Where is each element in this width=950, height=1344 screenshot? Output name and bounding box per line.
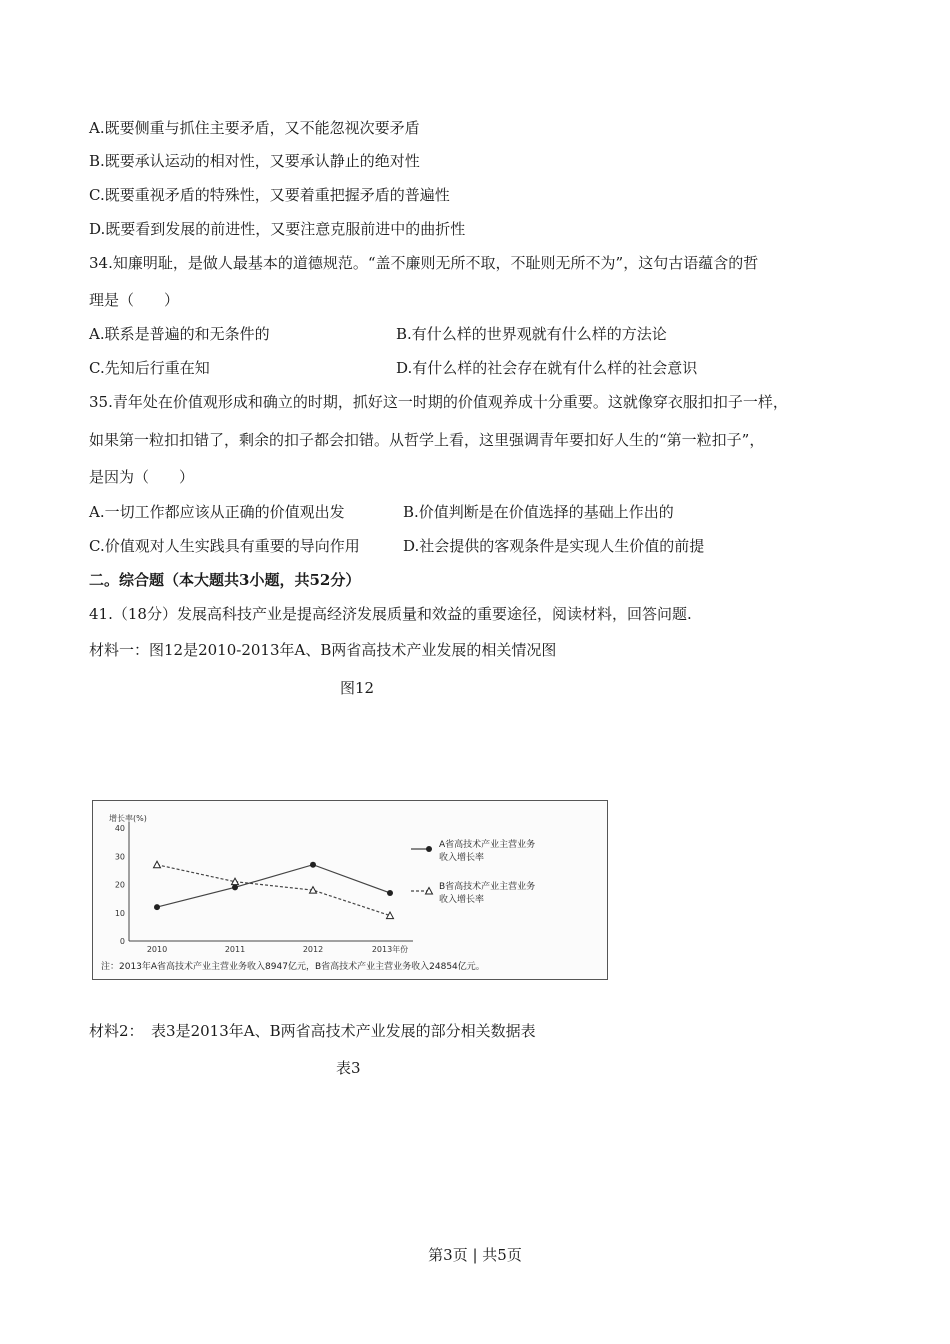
q35-option-b: B.价值判断是在价值选择的基础上作出的 [403, 503, 674, 521]
q41-material-2: 材料2： 表3是2013年A、B两省高技术产业发展的部分相关数据表 [89, 1022, 536, 1040]
data-point [232, 884, 238, 890]
q35-option-d: D.社会提供的客观条件是实现人生价值的前提 [403, 537, 705, 555]
q35-options-row1 [89, 502, 674, 522]
legend-label: 收入增长率 [439, 853, 485, 863]
data-point [154, 904, 160, 910]
section-2-heading: 二。综合题（本大题共3小题，共52分） [89, 571, 361, 589]
q34-options-row1 [89, 324, 667, 344]
x-tick-label: 2012 [302, 945, 324, 954]
q35-options-row2 [89, 536, 705, 556]
figure-caption: 图12 [340, 679, 375, 697]
y-tick-label: 0 [119, 937, 125, 946]
q41-stem: 41.（18分）发展高科技产业是提高经济发展质量和效益的重要途径，阅读材料，回答问题. [89, 605, 692, 623]
q35-stem-line3: 是因为（ ） [89, 468, 195, 486]
table-caption: 表3 [336, 1059, 361, 1077]
page-footer: 第3页 | 共5页 [428, 1246, 522, 1264]
data-point [310, 862, 316, 868]
x-tick-label: 2011 [224, 945, 246, 954]
data-point [154, 861, 161, 868]
q34-stem-line1: 34.知廉明耻，是做人最基本的道德规范。“盖不廉则无所不取，不耻则无所不为”，这句古语蕴含的哲 [89, 254, 759, 272]
data-point [387, 890, 393, 896]
y-tick-label: 30 [114, 852, 125, 862]
legend-marker [426, 846, 432, 852]
q41-material-1: 材料一：图12是2010-2013年A、B两省高技术产业发展的相关情况图 [89, 641, 557, 659]
q34-option-d: D.有什么样的社会存在就有什么样的社会意识 [396, 359, 698, 377]
q35-stem-line2: 如果第一粒扣扣错了，剩余的扣子都会扣错。从哲学上看，这里强调青年要扣好人生的“第一粒扣子”， [89, 431, 765, 449]
x-tick-label: 2010 [146, 945, 168, 954]
q34-options-row2 [89, 358, 698, 378]
legend-label: 收入增长率 [439, 895, 485, 905]
y-tick-label: 40 [114, 824, 125, 833]
q35-option-c: C.价值观对人生实践具有重要的导向作用 [89, 537, 360, 555]
line-chart-figure [92, 800, 608, 980]
x-tick-label: 2013年份 [371, 945, 409, 954]
q34-stem-line2: 理是（ ） [89, 291, 180, 309]
legend-label: B省高技术产业主营业务 [439, 882, 536, 892]
q33-option-a: A.既要侧重与抓住主要矛盾，又不能忽视次要矛盾 [89, 119, 420, 137]
series-line [157, 865, 390, 916]
series-line [157, 865, 390, 907]
q34-option-c: C.先知后行重在知 [89, 359, 210, 377]
chart-note: 注：2013年A省高技术产业主营业务收入8947亿元，B省高技术产业主营业务收入24854亿元。 [101, 962, 485, 972]
q35-option-a: A.一切工作都应该从正确的价值观出发 [89, 503, 345, 521]
q35-stem-line1: 35.青年处在价值观形成和确立的时期，抓好这一时期的价值观养成十分重要。这就像穿衣服扣扣子一样， [89, 393, 788, 411]
y-tick-label: 10 [114, 908, 125, 918]
line-chart-svg [93, 801, 607, 979]
y-axis-label: 增长率(%) [109, 814, 147, 823]
q33-option-c: C.既要重视矛盾的特殊性，又要着重把握矛盾的普遍性 [89, 186, 450, 204]
y-tick-label: 20 [114, 880, 125, 890]
q34-option-b: B.有什么样的世界观就有什么样的方法论 [396, 325, 667, 343]
q34-option-a: A.联系是普遍的和无条件的 [89, 325, 270, 343]
q33-option-b: B.既要承认运动的相对性，又要承认静止的绝对性 [89, 152, 420, 170]
legend-label: A省高技术产业主营业务 [439, 840, 536, 850]
q33-option-d: D.既要看到发展的前进性，又要注意克服前进中的曲折性 [89, 220, 466, 238]
